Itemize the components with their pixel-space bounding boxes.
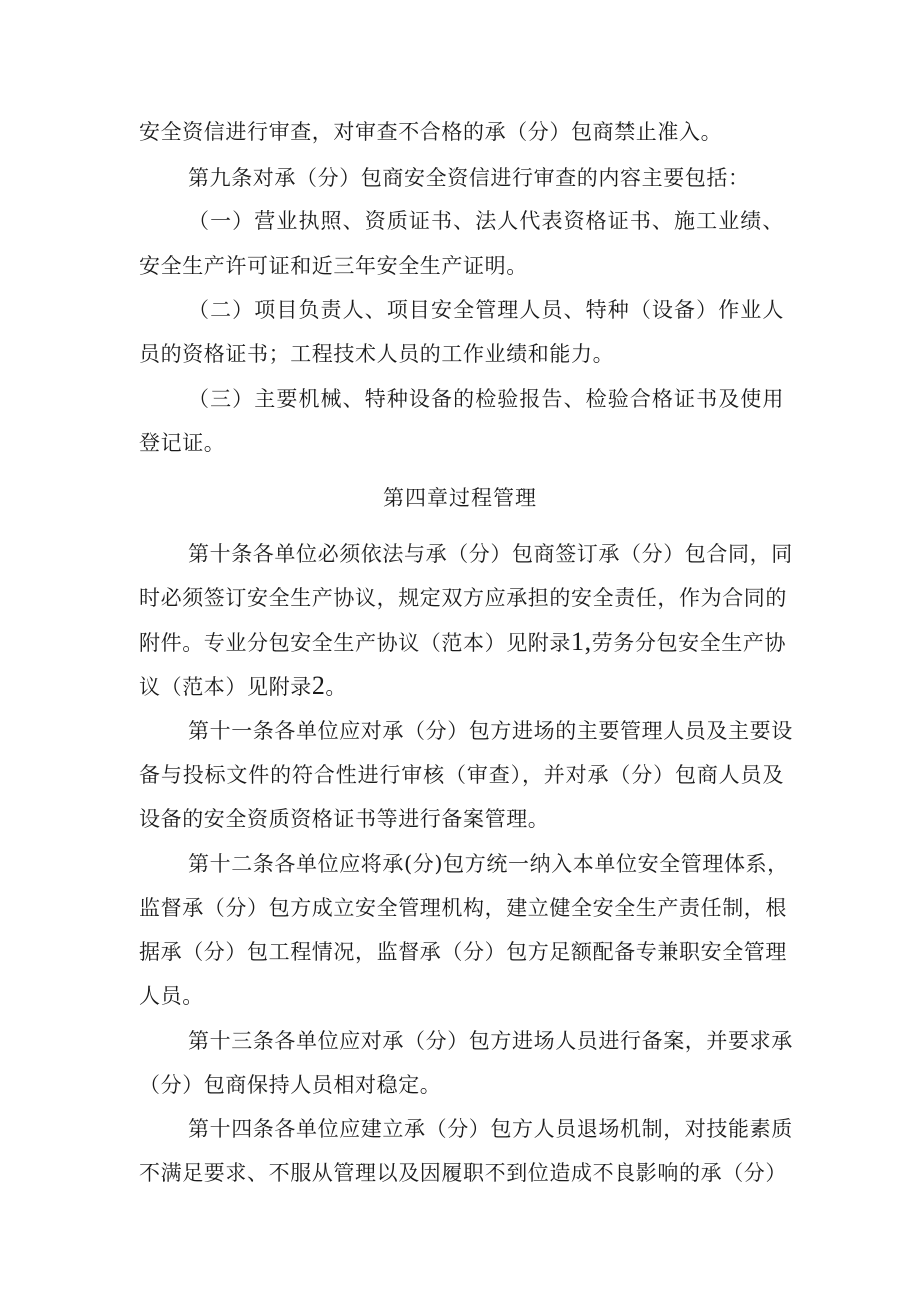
article-11-line: 设备的安全资质资格证书等进行备案管理。	[139, 807, 550, 831]
article-10-line	[139, 671, 784, 701]
article-13-line: （分）包商保持人员相对稳定。	[139, 1073, 442, 1097]
chapter-heading: 第四章过程管理	[383, 486, 537, 510]
article-9-line: 第九条对承（分）包商安全资信进行审查的内容主要包括：	[188, 166, 750, 190]
list-item-1-line: （一）营业执照、资质证书、法人代表资格证书、施工业绩、	[188, 209, 784, 233]
text-segment: 劳务分包安全生产协	[591, 631, 787, 655]
article-12-line: 监督承（分）包方成立安全管理机构，建立健全安全生产责任制，根	[139, 896, 787, 920]
article-11-line: 第十一条各单位应对承（分）包方进场的主要管理人员及主要设	[188, 719, 793, 743]
article-10-line	[139, 627, 787, 657]
article-12-line: 第十二条各单位应将承(分)包方统一纳入本单位安全管理体系，	[188, 852, 789, 876]
list-item-2-line: 员的资格证书；工程技术人员的工作业绩和能力。	[139, 342, 615, 366]
text-segment: 。	[325, 675, 348, 699]
article-14-line: 不满足要求、不服从管理以及因履职不到位造成不良影响的承（分）	[139, 1161, 787, 1185]
article-12-line: 据承（分）包工程情况，监督承（分）包方足额配备专兼职安全管理	[139, 940, 787, 964]
list-item-3-line: （三）主要机械、特种设备的检验报告、检验合格证书及使用	[188, 387, 784, 411]
list-item-3-line: 登记证。	[139, 431, 226, 455]
paragraph-line: 安全资信进行审查，对审查不合格的承（分）包商禁止准入。	[139, 120, 723, 144]
article-11-line: 备与投标文件的符合性进行审核（审查），并对承（分）包商人员及	[139, 763, 784, 787]
article-12-line: 人员。	[139, 984, 204, 1008]
list-item-2-line: （二）项目负责人、项目安全管理人员、特种（设备）作业人	[188, 298, 784, 322]
article-14-line: 第十四条各单位应建立承（分）包方人员退场机制，对技能素质	[188, 1117, 793, 1141]
text-segment: 议（范本）见附录	[139, 675, 312, 699]
article-13-line: 第十三条各单位应对承（分）包方进场人员进行备案，并要求承	[188, 1029, 793, 1053]
article-10-line: 第十条各单位必须依法与承（分）包商签订承（分）包合同，同	[188, 542, 793, 566]
appendix-number: 1,	[571, 627, 592, 656]
article-10-line: 时必须签订安全生产协议，规定双方应承担的安全责任，作为合同的	[139, 586, 787, 610]
appendix-number: 2	[311, 671, 326, 700]
list-item-1-line: 安全生产许可证和近三年安全生产证明。	[139, 254, 528, 278]
text-segment: 附件。专业分包安全生产协议（范本）见附录	[139, 631, 571, 655]
